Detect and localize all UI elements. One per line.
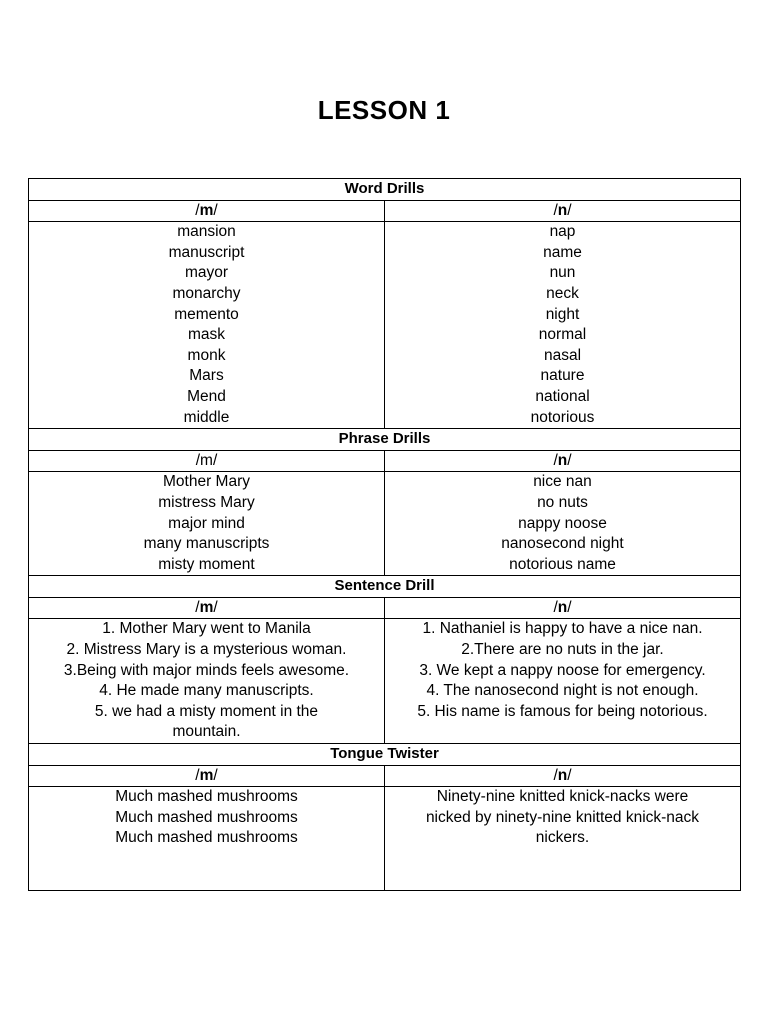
phoneme-m: m: [199, 598, 214, 616]
twister-line: Much mashed mushrooms: [115, 788, 298, 806]
list-item: nice nan: [533, 473, 592, 491]
page-title: LESSON 1: [317, 95, 451, 125]
lesson-table: [28, 178, 741, 891]
word-drills-n-list: [385, 222, 741, 429]
tongue-twister-n-column-label: /n/: [385, 765, 741, 787]
list-item: manuscript: [168, 243, 245, 261]
sentence-line: 2. Mistress Mary is a mysterious woman.: [66, 641, 347, 659]
list-item: nap: [549, 223, 576, 241]
phrase-drills-column-row: [29, 450, 741, 472]
phrase-drills-m-column-label: /m/: [29, 450, 385, 472]
list-item: mansion: [177, 223, 236, 241]
list-item: mistress Mary: [158, 493, 255, 511]
word-drills-heading: Word Drills: [29, 179, 741, 201]
phrase-drills-n-list: [385, 472, 741, 576]
phoneme-n: n: [557, 201, 568, 219]
list-item: nanosecond night: [501, 535, 624, 553]
list-item: nun: [549, 264, 576, 282]
phrase-drills-list-row: [29, 472, 741, 576]
word-drills-header-row: [29, 179, 741, 201]
sentence-line: 1. Nathaniel is happy to have a nice nan.: [422, 620, 703, 638]
tongue-twister-column-row: [29, 765, 741, 787]
phrase-drills-n-column-label: /n/: [385, 450, 741, 472]
word-drills-column-row: [29, 200, 741, 222]
list-item: national: [535, 387, 590, 405]
word-drills-m-list: [29, 222, 385, 429]
list-item: monk: [187, 346, 226, 364]
phrase-drills-m-list: [29, 472, 385, 576]
twister-line: Much mashed mushrooms: [115, 829, 298, 847]
twister-line: nicked by ninety-nine knitted knick-nack: [425, 808, 700, 826]
sentence-line: 5. we had a misty moment in the: [94, 702, 319, 720]
sentence-drill-list-row: [29, 619, 741, 744]
list-item: nature: [540, 367, 585, 385]
word-drills-m-column-label: /m/: [29, 200, 385, 222]
sentence-drill-n-list: [385, 619, 741, 744]
list-item: night: [545, 305, 580, 323]
tongue-twister-list-row: [29, 787, 741, 891]
list-item: mask: [187, 326, 226, 344]
tongue-twister-m-text: [29, 787, 385, 891]
word-drills-n-column-label: /n/: [385, 200, 741, 222]
list-item: name: [543, 243, 582, 261]
list-item: nasal: [543, 346, 582, 364]
phoneme-n: n: [557, 766, 568, 784]
list-item: Mother Mary: [163, 473, 250, 491]
sentence-line: 2.There are no nuts in the jar.: [461, 641, 664, 659]
twister-line: Much mashed mushrooms: [115, 808, 298, 826]
twister-line: nickers.: [535, 829, 590, 847]
list-item: memento: [174, 305, 239, 323]
phrase-drills-header-row: [29, 429, 741, 451]
phoneme-n: n: [557, 451, 568, 469]
sentence-drill-header-row: [29, 576, 741, 598]
sentence-drill-column-row: [29, 597, 741, 619]
list-item: neck: [546, 284, 579, 302]
list-item: middle: [183, 408, 230, 426]
list-item: Mars: [189, 367, 224, 385]
list-item: major mind: [168, 514, 245, 532]
list-item: many manuscripts: [143, 535, 270, 553]
sentence-line: 5. His name is famous for being notorious.: [417, 702, 708, 720]
sentence-line: 4. The nanosecond night is not enough.: [426, 682, 699, 700]
phoneme-m: m: [199, 201, 214, 219]
phrase-drills-heading: Phrase Drills: [29, 429, 741, 451]
sentence-line: mountain.: [172, 723, 241, 741]
phoneme-n: n: [557, 598, 568, 616]
sentence-line: 4. He made many manuscripts.: [99, 682, 314, 700]
sentence-line: 3. We kept a nappy noose for emergency.: [419, 661, 706, 679]
word-drills-list-row: [29, 222, 741, 429]
sentence-drill-m-list: [29, 619, 385, 744]
tongue-twister-header-row: [29, 744, 741, 766]
sentence-drill-m-column-label: /m/: [29, 597, 385, 619]
list-item: Mend: [187, 387, 226, 405]
tongue-twister-heading: Tongue Twister: [29, 744, 741, 766]
list-item: monarchy: [172, 284, 241, 302]
list-item: normal: [538, 326, 587, 344]
list-item: notorious name: [509, 555, 616, 573]
tongue-twister-n-text: [385, 787, 741, 891]
sentence-drill-heading: Sentence Drill: [29, 576, 741, 598]
list-item: mayor: [184, 264, 229, 282]
twister-line: Ninety-nine knitted knick-nacks were: [436, 788, 689, 806]
list-item: misty moment: [158, 555, 255, 573]
list-item: notorious: [530, 408, 595, 426]
sentence-line: 3.Being with major minds feels awesome.: [63, 661, 350, 679]
sentence-drill-n-column-label: /n/: [385, 597, 741, 619]
phoneme-m: m: [199, 766, 214, 784]
tongue-twister-m-column-label: /m/: [29, 765, 385, 787]
sentence-line: 1. Mother Mary went to Manila: [102, 620, 311, 638]
list-item: no nuts: [537, 493, 588, 511]
list-item: nappy noose: [518, 514, 607, 532]
